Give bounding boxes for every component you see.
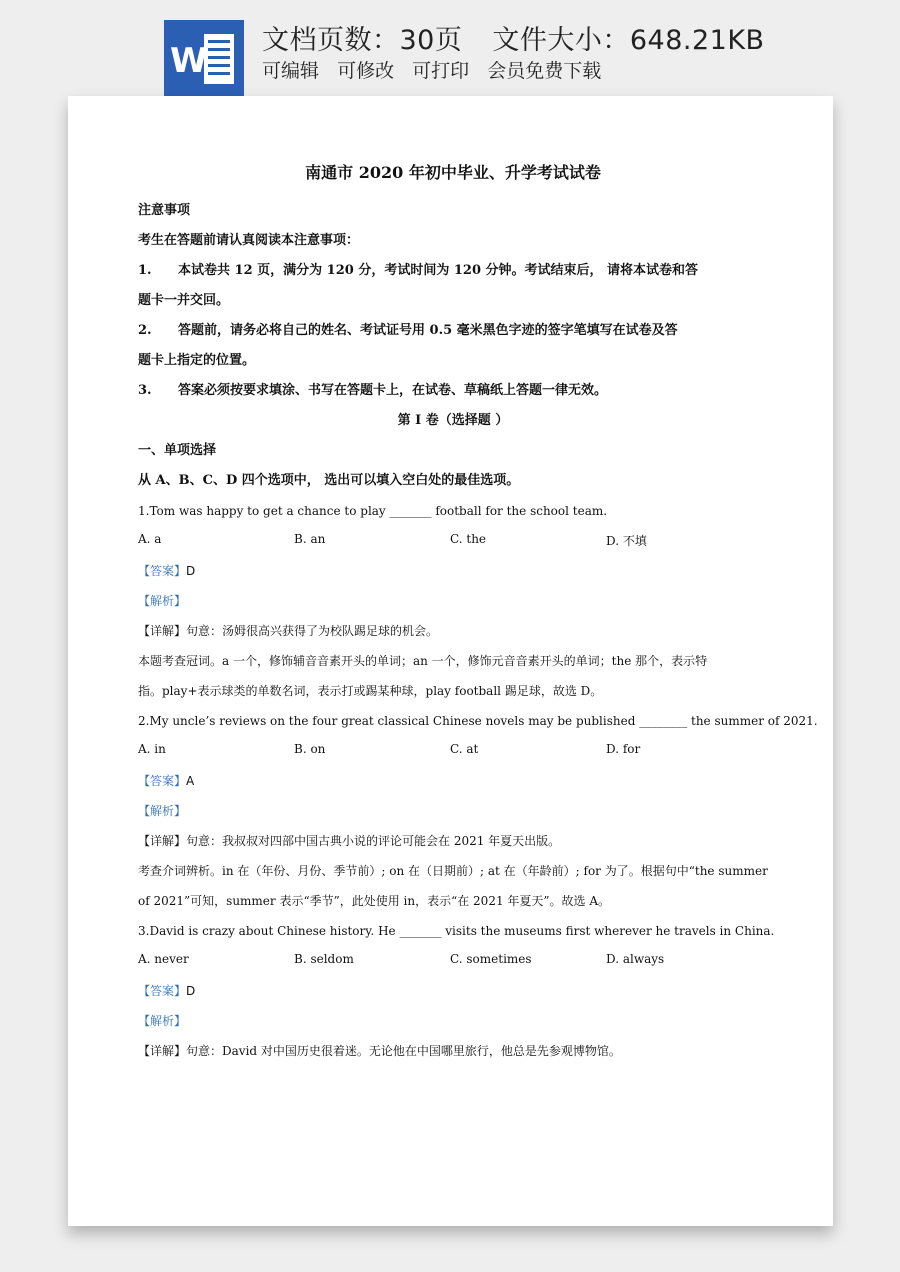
question-1-option-c: C. the: [450, 532, 487, 546]
notice-item-3: 3. 答案必须按要求填涂、书写在答题卡上，在试卷、草稿纸上答题一律无效。: [138, 383, 608, 398]
question-2-detail: 【详解】句意：我叔叔对四部中国古典小说的评论可能会在 2021 年夏天出版。: [138, 834, 561, 848]
question-2-option-c: C. at: [450, 742, 479, 756]
part-title: 第 I 卷（选择题 ）: [397, 413, 509, 428]
document-page: [68, 96, 833, 1226]
question-3-analysis-label: 【解析】: [138, 1014, 187, 1028]
file-info: [262, 18, 765, 57]
feature-printable: 可打印: [412, 60, 470, 82]
feature-member-download: 会员免费下载: [487, 60, 602, 82]
question-2-answer: 【答案】A: [138, 774, 195, 788]
feature-editable: 可编辑: [262, 60, 320, 82]
question-3-option-d: D. always: [606, 952, 665, 966]
notice-heading: 注意事项: [138, 203, 191, 218]
question-1-analysis-label: 【解析】: [138, 594, 187, 608]
question-2-explain-1: 考查介词辨析。in 在（年份、月份、季节前）; on 在（日期前）; at 在（年龄前）; for 为了。根据句中“the summer: [138, 864, 768, 878]
question-1-explain-1: 本题考查冠词。a 一个，修饰辅音音素开头的单词；an 一个，修饰元音音素开头的单词；the 那个，表示特: [138, 654, 708, 668]
notice-item-2-cont: 题卡上指定的位置。: [138, 353, 256, 368]
section-instruction: 从 A、B、C、D 四个选项中， 选出可以填入空白处的最佳选项。: [138, 473, 520, 488]
section-title: 一、单项选择: [138, 443, 217, 458]
word-document-icon: [164, 20, 244, 96]
question-2-analysis-label: 【解析】: [138, 804, 187, 818]
svg-text:W: W: [170, 41, 208, 81]
question-3-option-a: A. never: [138, 952, 189, 966]
page-count: 文档页数：30页: [262, 25, 463, 56]
file-size: 文件大小：648.21KB: [492, 25, 765, 56]
question-2-option-a: A. in: [138, 742, 166, 756]
question-1-answer: 【答案】D: [138, 564, 196, 578]
download-banner: [0, 0, 900, 96]
question-2-stem: 2.My uncle’s reviews on the four great classical Chinese novels may be published ________ the summer of 2021.: [138, 714, 818, 728]
question-2-option-d: D. for: [606, 742, 641, 756]
feature-modifiable: 可修改: [337, 60, 395, 82]
question-1-option-d: D. 不填: [606, 534, 647, 548]
question-2-option-b: B. on: [294, 742, 326, 756]
notice-item-1: 1. 本试卷共 12 页，满分为 120 分，考试时间为 120 分钟。考试结束后， 请将本试卷和答: [138, 263, 699, 278]
question-1-detail: 【详解】句意：汤姆很高兴获得了为校队踢足球的机会。: [138, 624, 439, 638]
feature-list: [262, 56, 613, 83]
notice-item-1-cont: 题卡一并交回。: [138, 293, 230, 308]
question-3-detail: 【详解】句意：David 对中国历史很着迷。无论他在中国哪里旅行，他总是先参观博物馆。: [138, 1044, 621, 1058]
question-1-stem: 1.Tom was happy to get a chance to play _______ football for the school team.: [138, 504, 608, 518]
exam-title: 南通市 2020 年初中毕业、升学考试试卷: [305, 163, 601, 182]
question-1-explain-2: 指。play+表示球类的单数名词，表示打或踢某种球，play football 踢足球，故选 D。: [138, 684, 603, 698]
question-3-option-c: C. sometimes: [450, 952, 532, 966]
question-3-option-b: B. seldom: [294, 952, 354, 966]
question-2-explain-2: of 2021”可知，summer 表示“季节”，此处使用 in，表示“在 2021 年夏天”。故选 A。: [138, 894, 611, 908]
notice-intro: 考生在答题前请认真阅读本注意事项：: [138, 233, 360, 248]
question-3-stem: 3.David is crazy about Chinese history. He _______ visits the museums first wherever he travels in China.: [138, 924, 775, 938]
question-3-answer: 【答案】D: [138, 984, 196, 998]
notice-item-2: 2. 答题前，请务必将自己的姓名、考试证号用 0.5 毫米黑色字迹的签字笔填写在试卷及答: [138, 323, 678, 338]
question-1-option-b: B. an: [294, 532, 326, 546]
question-1-option-a: A. a: [138, 532, 162, 546]
